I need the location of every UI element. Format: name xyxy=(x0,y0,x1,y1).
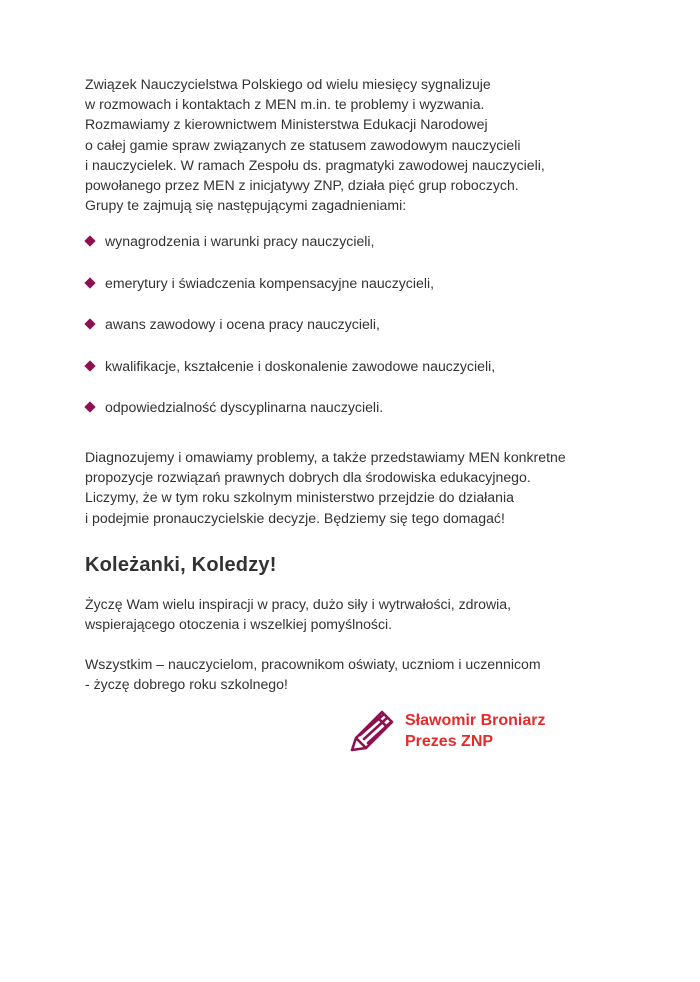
greeting-heading: Koleżanki, Koledzy! xyxy=(85,553,277,576)
list-item-text: wynagrodzenia i warunki pracy nauczycieli, xyxy=(105,233,375,250)
intro-line: i nauczycielek. W ramach Zespołu ds. pragmatyki zawodowej nauczycieli, xyxy=(85,156,545,173)
closing-line: Diagnozujemy i omawiamy problemy, a także przedstawiamy MEN konkretne xyxy=(85,448,566,465)
signature-block xyxy=(348,709,648,759)
list-item-text: awans zawodowy i ocena pracy nauczycieli, xyxy=(105,316,380,333)
closing-line: Liczymy, że w tym roku szkolnym ministerstwo przejdzie do działania xyxy=(85,489,514,506)
letter-body xyxy=(85,74,625,695)
pen-icon xyxy=(348,709,394,755)
signature-title: Prezes ZNP xyxy=(405,733,494,750)
working-groups-list xyxy=(85,231,625,439)
list-item xyxy=(85,314,625,356)
wishes-line: wspierającego otoczenia i wszelkiej pomyślności. xyxy=(85,615,393,632)
diamond-bullet-icon xyxy=(84,319,95,330)
diamond-bullet-icon xyxy=(84,402,95,413)
wishes-line: Życzę Wam wielu inspiracji w pracy, dużo siły i wytrwałości, zdrowia, xyxy=(85,595,512,612)
intro-line: Związek Nauczycielstwa Polskiego od wielu miesięcy sygnalizuje xyxy=(85,76,491,92)
closing-paragraph xyxy=(85,447,625,528)
closing-line: i podejmie pronauczycielskie decyzje. Będziemy się tego domagać! xyxy=(85,509,505,526)
intro-line: o całej gamie spraw związanych ze statusem zawodowym nauczycieli xyxy=(85,136,521,153)
all-wishes-paragraph xyxy=(85,654,625,694)
list-item-text: odpowiedzialność dyscyplinarna nauczycieli. xyxy=(105,399,384,416)
diamond-bullet-icon xyxy=(84,360,95,371)
signature-text xyxy=(405,710,545,752)
list-item xyxy=(85,397,625,439)
list-item xyxy=(85,273,625,315)
wishes-paragraph xyxy=(85,594,625,634)
intro-line: Rozmawiamy z kierownictwem Ministerstwa Edukacji Narodowej xyxy=(85,116,488,133)
intro-line: w rozmowach i kontaktach z MEN m.in. te problemy i wyzwania. xyxy=(85,96,485,113)
list-item xyxy=(85,356,625,398)
signature-name: Sławomir Broniarz xyxy=(405,712,546,729)
diamond-bullet-icon xyxy=(84,277,95,288)
list-item xyxy=(85,231,625,273)
closing-line: propozycje rozwiązań prawnych dobrych dla środowiska edukacyjnego. xyxy=(85,469,531,486)
list-item-text: emerytury i świadczenia kompensacyjne nauczycieli, xyxy=(105,274,434,291)
all-wishes-line: Wszystkim – nauczycielom, pracownikom oświaty, uczniom i uczennicom xyxy=(85,656,541,673)
intro-paragraph xyxy=(85,74,625,215)
intro-line: powołanego przez MEN z inicjatywy ZNP, działa pięć grup roboczych. xyxy=(85,177,519,194)
all-wishes-line: - życzę dobrego roku szkolnego! xyxy=(85,676,288,693)
intro-line: Grupy te zajmują się następującymi zagadnieniami: xyxy=(85,197,407,214)
list-item-text: kwalifikacje, kształcenie i doskonalenie zawodowe nauczycieli, xyxy=(105,357,496,374)
diamond-bullet-icon xyxy=(84,236,95,247)
